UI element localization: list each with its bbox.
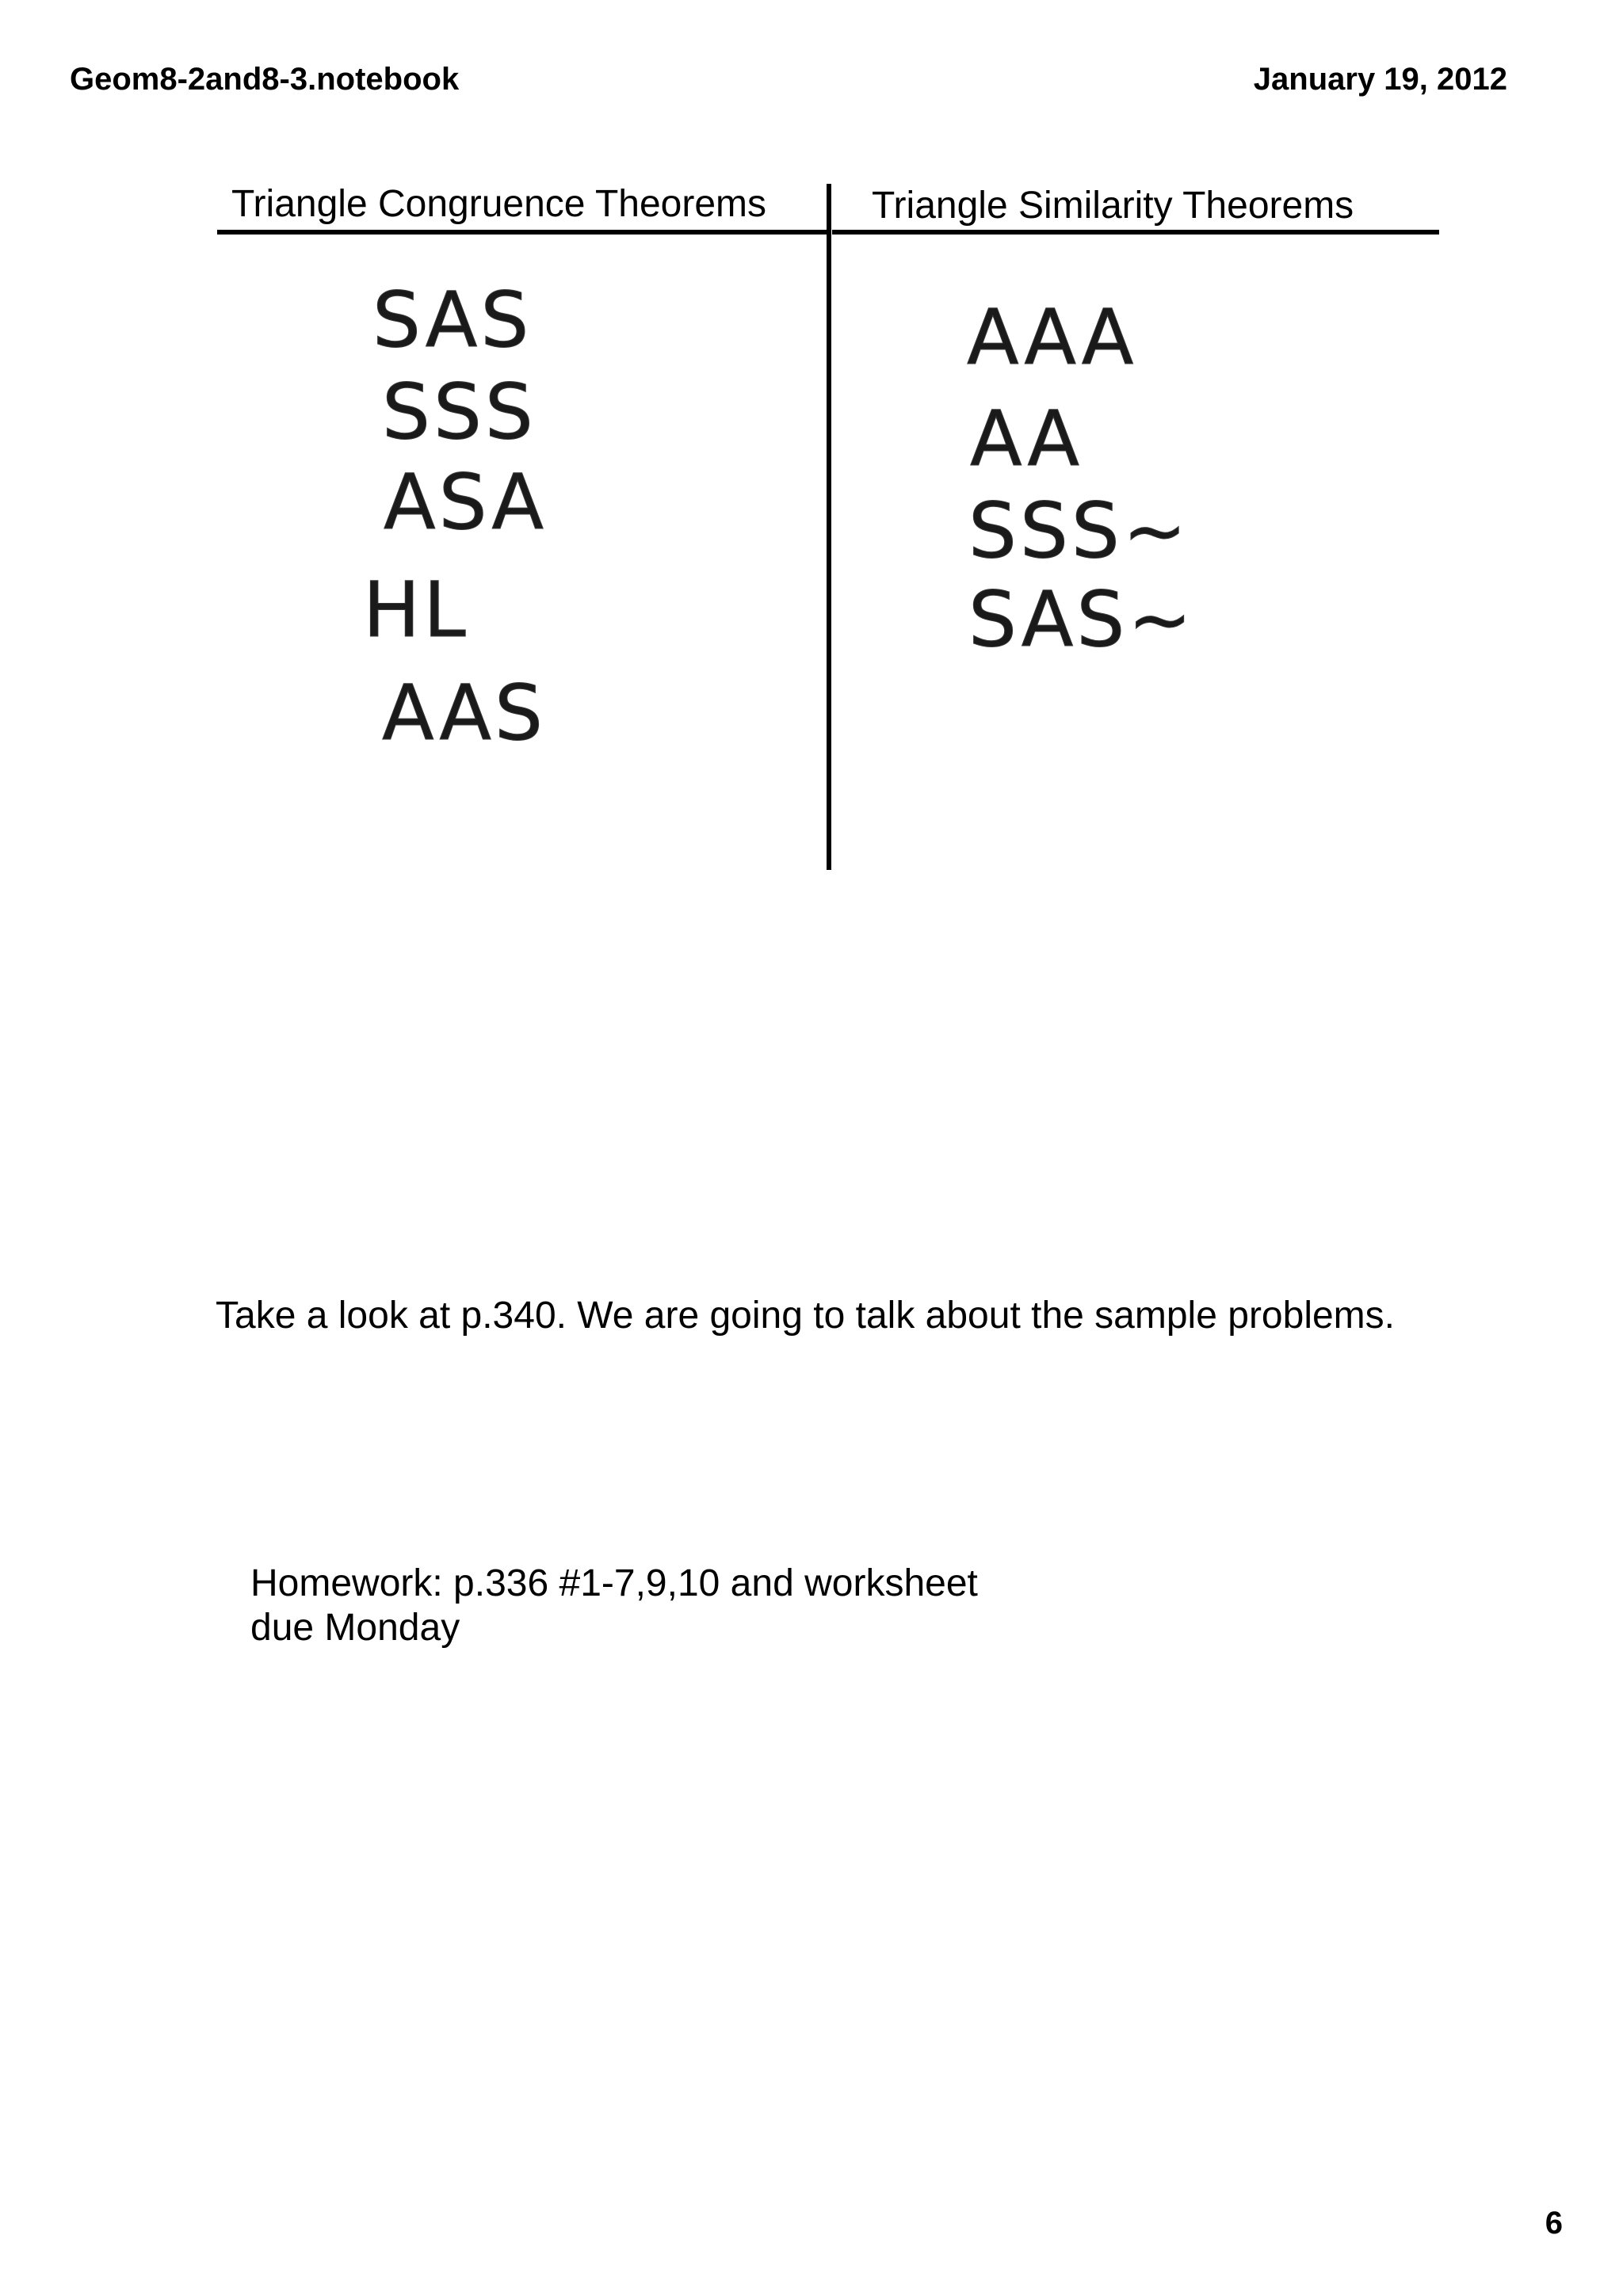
page-number: 6 [1545, 2206, 1563, 2241]
similarity-item-sas-similar: SAS~ [968, 575, 1195, 664]
heading-underline-left [217, 230, 829, 235]
congruence-item-asa: ASA [384, 458, 548, 547]
column-divider [827, 184, 831, 870]
header-file-name: Geom8-2and8-3.notebook [70, 62, 460, 97]
heading-underline-right [832, 230, 1439, 235]
similarity-item-aaa: AAA [967, 293, 1137, 382]
congruence-item-hl: HL [363, 566, 469, 654]
homework-line-2: due Monday [250, 1607, 460, 1649]
congruence-item-aas: AAS [382, 669, 546, 757]
similarity-heading: Triangle Similarity Theorems [872, 185, 1354, 227]
homework-line-1: Homework: p.336 #1-7,9,10 and worksheet [250, 1562, 978, 1604]
congruence-item-sss: SSS [382, 368, 537, 456]
congruence-item-sas: SAS [372, 276, 533, 364]
congruence-heading: Triangle Congruence Theorems [231, 183, 767, 225]
similarity-item-aa: AA [970, 395, 1083, 483]
similarity-item-sss-similar: SSS~ [968, 486, 1190, 575]
header-date: January 19, 2012 [1253, 62, 1507, 97]
sample-problems-note: Take a look at p.340. We are going to talk about the sample problems. [216, 1295, 1395, 1337]
